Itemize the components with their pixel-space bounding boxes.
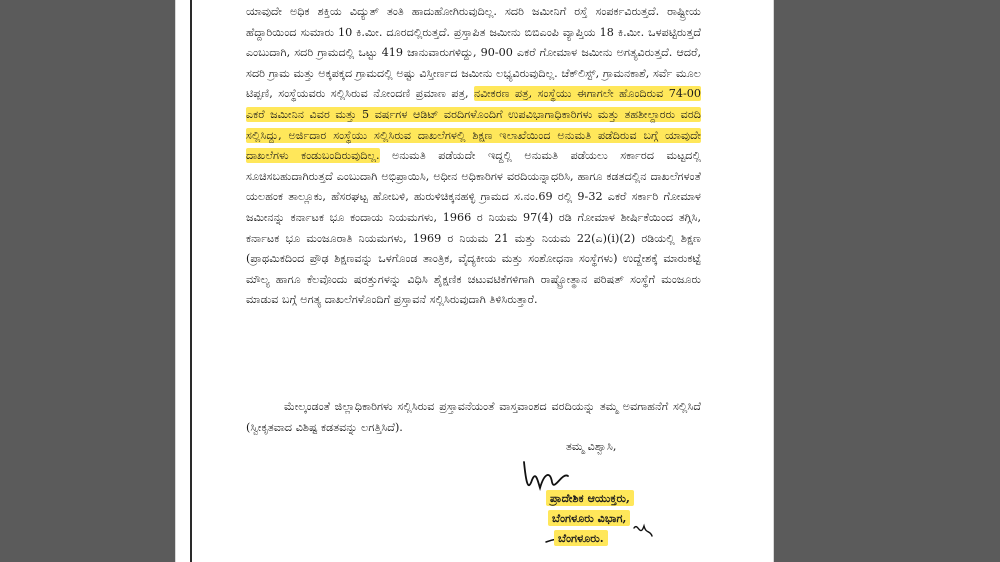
- body-paragraph-1: [246, 2, 701, 311]
- document-page: [175, 0, 774, 562]
- paragraph-1-text-b: ಅನುಮತಿ ಪಡೆಯದೇ ಇದ್ದಲ್ಲಿ ಅನುಮತಿ ಪಡೆಯಲು ಸರ್ಕಾರದ ಮಟ್ಟದಲ್ಲಿ ಸೂಚಿಸಬಹುದಾಗಿರುತ್ತದೆ ಎಂಬುದಾಗಿ ಅಭಿಪ್ರಾಯಿಸಿ, ಅಧೀನ ಅಧಿಕಾರಿಗಳ ವರದಿಯನ್ನಾಧರಿಸಿ, ಹಾಗೂ ಕಡತದಲ್ಲಿನ ದಾಖಲೆಗಳಂತೆ ಯಲಹಂಕ ತಾಲ್ಲೂಕು, ಹೆಸರಘಟ್ಟ ಹೋಬಳಿ, ಹುರುಳಿಚಿಕ್ಕನಹಳ್ಳಿ ಗ್ರಾಮದ ಸ.ನಂ.69 ರಲ್ಲಿ 9-32 ಎಕರೆ ಸರ್ಕಾರಿ ಗೋಮಾಳ ಜಮೀನನ್ನು ಕರ್ನಾಟಕ ಭೂ ಕಂದಾಯ ನಿಯಮಗಳು, 1966 ರ ನಿಯಮ 97(4) ರಡಿ ಗೋಮಾಳ ಶೀರ್ಷಿಕೆಯಿಂದ ತಗ್ಗಿಸಿ, ಕರ್ನಾಟಕ ಭೂ ಮಂಜೂರಾತಿ ನಿಯಮಗಳು, 1969 ರ ನಿಯಮ 21 ಮತ್ತು ನಿಯಮ 22(ಎ)(i)(2) ರಡಿಯಲ್ಲಿ ಶಿಕ್ಷಣ (ಪ್ರಾಥಮಿಕದಿಂದ ಪ್ರೌಢ ಶಿಕ್ಷಣವನ್ನು ಒಳಗೊಂಡ ತಾಂತ್ರಿಕ, ವೈದ್ಯಕೀಯ ಮತ್ತು ಸಂಶೋಧನಾ ಸಂಸ್ಥೆಗಳು) ಉದ್ದೇಶಕ್ಕೆ ಮಾರುಕಟ್ಟೆ ಮೌಲ್ಯ ಹಾಗೂ ಕೆಲವೊಂದು ಷರತ್ತುಗಳನ್ನು ವಿಧಿಸಿ ಶೈಕ್ಷಣಿಕ ಚಟುವಟಿಕೆಗಳಿಗಾಗಿ ರಾಷ್ಟ್ರೋತ್ಥಾನ ಪರಿಷತ್ ಸಂಸ್ಥೆಗೆ ಮಂಜೂರು ಮಾಡುವ ಬಗ್ಗೆ ಅಗತ್ಯ ದಾಖಲೆಗಳೊಂದಿಗೆ ಪ್ರಸ್ತಾವನೆ ಸಲ್ಲಿಸಿರುವುದಾಗಿ ತಿಳಿಸಿರುತ್ತಾರೆ.: [246, 149, 701, 307]
- page-fold-line: [190, 0, 192, 562]
- highlighted-text: ನವೀಕರಣ ಪತ್ರ, ಸಂಸ್ಥೆಯು ಈಗಾಗಲೇ ಹೊಂದಿರುವ 74-00 ಎಕರೆ ಜಮೀನಿನ ವಿವರ ಮತ್ತು 5 ವರ್ಷಗಳ ಆಡಿಟ್ ವರದಿಗಳೊಂದಿಗೆ ಉಪವಿಭಾಗಾಧಿಕಾರಿಗಳು ಮತ್ತು ತಹಶೀಲ್ದಾರರು ವರದಿ ಸಲ್ಲಿಸಿದ್ದು, ಅರ್ಜಿದಾರ ಸಂಸ್ಥೆಯು ಸಲ್ಲಿಸಿರುವ ದಾಖಲೆಗಳಲ್ಲಿ ಶಿಕ್ಷಣ ಇಲಾಖೆಯಿಂದ ಅನುಮತಿ ಪಡೆದಿರುವ ಬಗ್ಗೆ ಯಾವುದೇ ದಾಖಲೆಗಳು ಕಂಡುಬಂದಿರುವುದಿಲ್ಲ.: [246, 87, 701, 163]
- signatory-block: [546, 488, 634, 548]
- paragraph-1-text-a: ಯಾವುದೇ ಅಧಿಕ ಶಕ್ತಿಯ ವಿದ್ಯುತ್ ತಂತಿ ಹಾದುಹೋಗಿರುವುದಿಲ್ಲ. ಸದರಿ ಜಮೀನಿಗೆ ರಸ್ತೆ ಸಂಪರ್ಕವಿರುತ್ತದೆ. ರಾಷ್ಟ್ರೀಯ ಹೆದ್ದಾರಿಯಿಂದ ಸುಮಾರು 10 ಕಿ.ಮೀ. ದೂರದಲ್ಲಿರುತ್ತದೆ. ಪ್ರಸ್ತಾಪಿತ ಜಮೀನು ಬಿಬಿಎಂಪಿ ವ್ಯಾಪ್ತಿಯ 18 ಕಿ.ಮೀ. ಒಳಪಟ್ಟಿರುತ್ತದೆ ಎಂಬುದಾಗಿ, ಸದರಿ ಗ್ರಾಮದಲ್ಲಿ ಒಟ್ಟು 419 ಜಾನುವಾರುಗಳಿದ್ದು, 90-00 ಎಕರೆ ಗೋಮಾಳ ಜಮೀನು ಅಗತ್ಯವಿರುತ್ತದೆ. ಆದರೆ, ಸದರಿ ಗ್ರಾಮ ಮತ್ತು ಅಕ್ಕಪಕ್ಕದ ಗ್ರಾಮದಲ್ಲಿ ಅಷ್ಟು ವಿಸ್ತೀರ್ಣದ ಜಮೀನು ಲಭ್ಯವಿರುವುದಿಲ್ಲ. ಚೆಕ್‌ಲಿಸ್ಟ್, ಗ್ರಾಮನಕಾಶೆ, ಸರ್ವೆ ಮೂಲ ಟಿಪ್ಪಣಿ, ಸಂಸ್ಥೆಯವರು ಸಲ್ಲಿಸಿರುವ ನೋಂದಣಿ ಪ್ರಮಾಣ ಪತ್ರ,: [246, 5, 701, 101]
- left-background: [0, 0, 175, 562]
- body-paragraph-2: [246, 397, 701, 438]
- signatory-city: ಬೆಂಗಳೂರು.: [554, 530, 608, 546]
- closing-salutation: ತಮ್ಮ ವಿಶ್ವಾಸಿ,: [566, 440, 617, 453]
- right-background: [772, 0, 1000, 562]
- signatory-title: ಪ್ರಾದೇಶಿಕ ಆಯುಕ್ತರು,: [546, 490, 634, 506]
- paragraph-2-text: ಮೇಲ್ಕಂಡಂತೆ ಜಿಲ್ಲಾಧಿಕಾರಿಗಳು ಸಲ್ಲಿಸಿರುವ ಪ್ರಸ್ತಾವನೆಯಂತೆ ವಾಸ್ತವಾಂಶದ ವರದಿಯನ್ನು ತಮ್ಮ ಅವಗಾಹನೆಗೆ ಸಲ್ಲಿಸಿದೆ (ಸ್ವೀಕೃತವಾದ ವಿಶಿಷ್ಟ ಕಡತವನ್ನು ಲಗತ್ತಿಸಿದೆ).: [246, 400, 701, 434]
- signatory-division: ಬೆಂಗಳೂರು ವಿಭಾಗ,: [548, 510, 630, 526]
